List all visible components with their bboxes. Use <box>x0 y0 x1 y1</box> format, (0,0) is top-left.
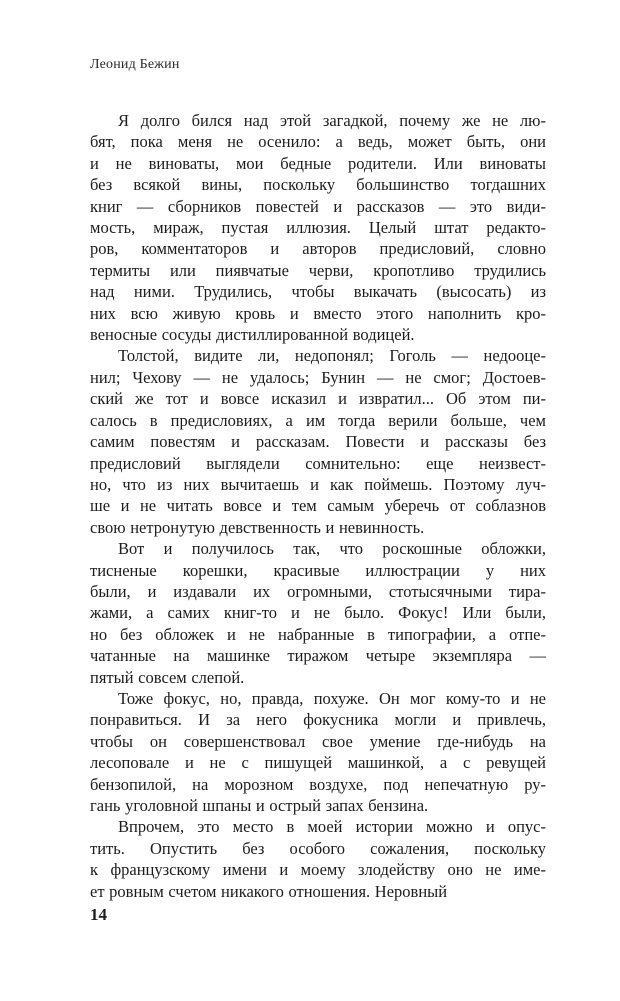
text-line: Я долго бился над этой загадкой, почему же не лю- <box>118 111 546 130</box>
text-line: нил; Чехову — не удалось; Бунин — не смог; Достоев- <box>90 367 546 387</box>
text-line: тить. Опустить без особого сожаления, поскольку <box>90 838 546 858</box>
page-number: 14 <box>90 905 107 924</box>
text-line: чтобы он совершенствовал свое умение где-нибудь на <box>90 731 546 751</box>
text-line: ет ровным счетом никакого отношения. Неровный <box>90 881 448 901</box>
text-line: мость, мираж, пустая иллюзия. Целый штат редакто- <box>90 218 546 238</box>
page-body <box>90 110 546 902</box>
text-line: были, и издавали их огромными, стотысячными тира- <box>90 581 546 601</box>
text-line: лесоповале и не с пишущей машинкой, а с ревущей <box>90 753 546 773</box>
text-line: Вот и получилось так, что роскошные обложки, <box>118 539 546 559</box>
text-line: бят, пока меня не осенило: а ведь, может быть, они <box>90 132 546 152</box>
text-line: веносные сосуды дистиллированной водицей. <box>90 325 415 345</box>
text-line: к французскому имени и моему злодейству оно не име- <box>90 860 546 880</box>
paragraph <box>90 345 546 538</box>
text-line: но, что из них вычитаешь и как поймешь. Поэтому луч- <box>90 474 546 494</box>
paragraph <box>90 110 546 345</box>
text-line: бензопилой, на морозном воздухе, под непечатную ру- <box>90 774 546 794</box>
running-header-author: Леонид Бежин <box>90 57 180 72</box>
text-line: предисловий выглядели сомнительно: еще неизвест- <box>90 453 546 473</box>
text-line: ский же тот и вовсе исказил и извратил... Об этом пи- <box>90 389 546 409</box>
text-line: термиты или пиявчатые черви, кропотливо трудились <box>90 260 546 280</box>
text-line: свою нетронутую девственность и невинность. <box>90 517 425 537</box>
text-line: книг — сборников повестей и рассказов — это види- <box>90 196 546 216</box>
text-line: гань уголовной шпаны и острый запах бензина. <box>90 796 429 815</box>
text-line: Впрочем, это место в моей истории можно и опус- <box>118 817 546 837</box>
text-line: тисненые корешки, красивые иллюстрации у них <box>90 560 546 580</box>
paragraph <box>90 688 546 816</box>
text-line: над ними. Трудились, чтобы выкачать (высосать) из <box>90 282 546 302</box>
text-line: понравиться. И за него фокусника могли и привлечь, <box>90 710 546 730</box>
text-line: самим повестям и рассказам. Повести и рассказы без <box>90 432 546 452</box>
text-line: жами, а самих книг-то и не было. Фокус! Или были, <box>90 603 546 623</box>
text-line: ров, комментаторов и авторов предисловий, словно <box>90 239 546 259</box>
text-line: без всякой вины, поскольку большинство тогдашних <box>90 175 546 195</box>
text-line: них всю живую кровь и вместо этого наполнить кро- <box>90 303 546 323</box>
text-line: но без обложек и не набранные в типографии, а отпе- <box>90 624 546 644</box>
text-line: салось в предисловиях, а им тогда верили больше, чем <box>90 410 546 430</box>
text-line: пятый совсем слепой. <box>90 667 245 687</box>
text-line: и не виноваты, мои бедные родители. Или виноваты <box>90 153 546 173</box>
text-line: ше и не читать вовсе и тем самым уберечь от соблазнов <box>90 496 546 516</box>
text-line: Толстой, видите ли, недопонял; Гоголь — недооце- <box>118 346 546 366</box>
paragraph <box>90 816 546 902</box>
text-line: чатанные на машинке тиражом четыре экземпляра — <box>90 646 546 666</box>
text-line: Тоже фокус, но, правда, похуже. Он мог кому-то и не <box>118 688 546 708</box>
paragraph <box>90 538 546 688</box>
